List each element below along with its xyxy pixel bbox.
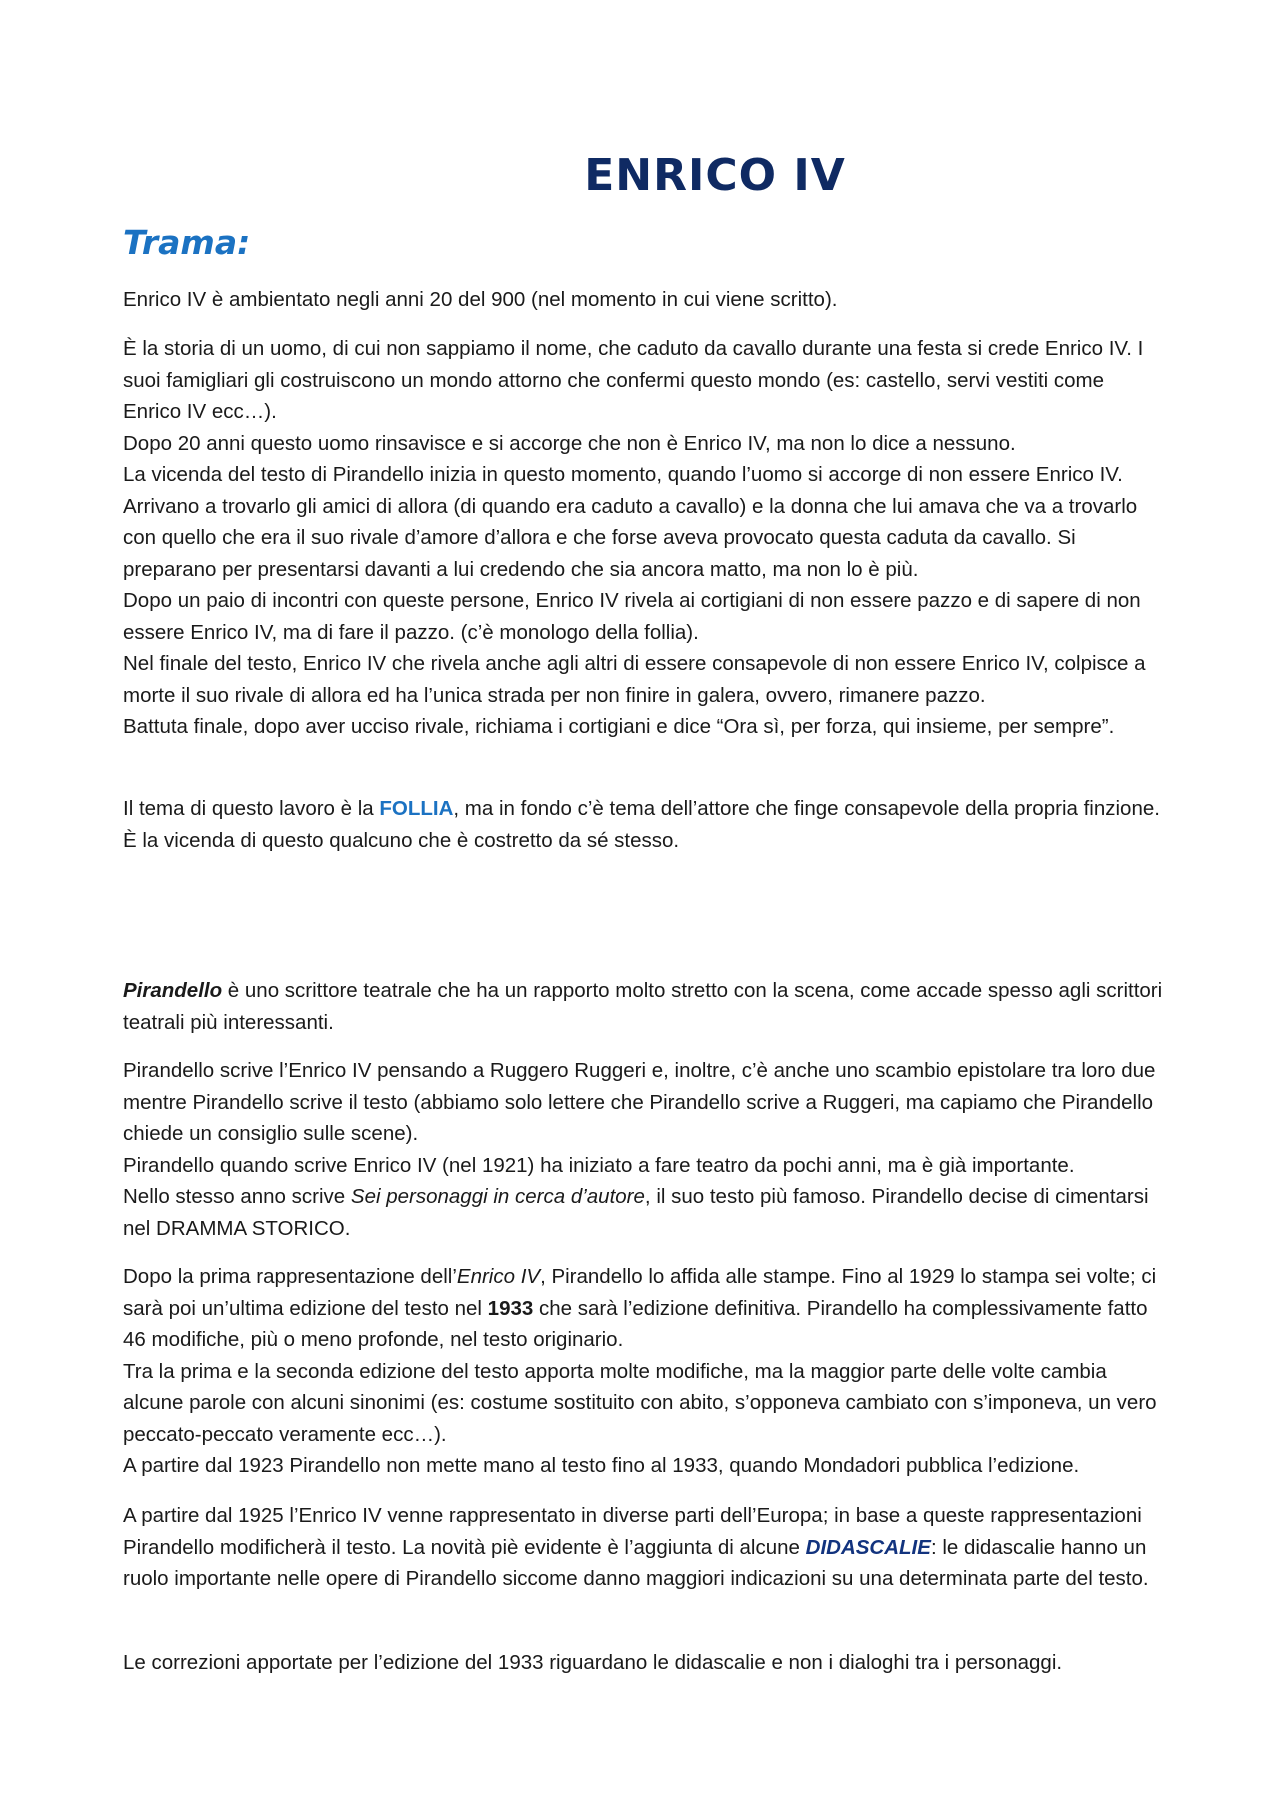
paragraph-setting	[123, 284, 1163, 316]
plot-line: Dopo un paio di incontri con queste persone, Enrico IV rivela ai cortigiani di non essere pazzo e di sapere di non essere Enrico IV, ma di fare il pazzo. (c’è monologo della follia).	[123, 589, 1141, 644]
didascalie-highlight: DIDASCALIE	[805, 1535, 931, 1559]
page-title: ENRICO IV	[584, 150, 846, 201]
paragraph-didascalie	[123, 1500, 1163, 1595]
plot-line: È la storia di un uomo, di cui non sappiamo il nome, che caduto da cavallo durante una festa si crede Enrico IV. I suoi famigliari gli costruiscono un mondo attorno che confermi questo mondo (es: castello, servi vestiti come Enrico IV ecc…).	[123, 337, 1144, 423]
enrico-title-italic: Enrico IV	[456, 1265, 541, 1288]
pirandello-rest: è uno scrittore teatrale che ha un rapporto molto stretto con la scena, come accade spesso agli scrittori teatrali più interessanti.	[123, 979, 1163, 1034]
follia-highlight: FOLLIA	[379, 797, 454, 820]
corrections-text: Le correzioni apportate per l’edizione del 1933 riguardano le didascalie e non i dialoghi tra i personaggi.	[123, 1651, 1063, 1674]
pirandello-text	[123, 975, 1163, 1038]
paragraph-editions	[123, 1261, 1163, 1482]
paragraph-theme	[123, 793, 1163, 856]
sei-personaggi-title: Sei personaggi in cerca d’autore	[350, 1185, 645, 1208]
ruggeri-line: Pirandello scrive l’Enrico IV pensando a Ruggero Ruggeri e, inoltre, c’è anche uno scambio epistolare tra loro due mentre Pirandello scrive il testo (abbiamo solo lettere che Pirandello scrive a Ruggeri, ma capiamo che Pirandello chiede un consiglio sulle scene).	[123, 1059, 1156, 1145]
plot-line: Battuta finale, dopo aver ucciso rivale, richiama i cortigiani e dice “Ora sì, per forza, qui insieme, per sempre”.	[123, 715, 1115, 738]
section-heading-trama: Trama:	[123, 223, 251, 262]
editions-post: che sarà l’edizione definitiva. Pirandello ha complessivamente fatto 46 modifiche, più o meno profonde, nel testo originario.	[123, 1296, 1148, 1351]
editions-mid: , Pirandello lo affida alle stampe. Fino al 1929 lo stampa sei volte; ci sarà poi un’ultima edizione del testo nel	[123, 1265, 1157, 1320]
pirandello-name: Pirandello	[123, 979, 223, 1002]
editions-pre: Dopo la prima rappresentazione dell’	[123, 1265, 457, 1288]
ruggeri-line-post: , il suo testo più famoso. Pirandello decise di cimentarsi nel DRAMMA STORICO.	[123, 1185, 1149, 1240]
didascalie-post: : le didascalie hanno un ruolo importante nelle opere di Pirandello siccome danno maggiori indicazioni su una determinata parte del testo.	[123, 1535, 1149, 1590]
editions-line	[123, 1261, 1163, 1356]
editions-line: A partire dal 1923 Pirandello non mette mano al testo fino al 1933, quando Mondadori pubblica l’edizione.	[123, 1454, 1080, 1477]
plot-line: La vicenda del testo di Pirandello inizia in questo momento, quando l’uomo si accorge di non essere Enrico IV. Arrivano a trovarlo gli amici di allora (di quando era caduto a cavallo) e la donna che lui amava che va a trovarlo con quello che era il suo rivale d’amore d’allora e che forse aveva provocato questa caduta da cavallo. Si preparano per presentarsi davanti a lui credendo che sia ancora matto, ma non lo è più.	[123, 463, 1138, 581]
plot-line: Dopo 20 anni questo uomo rinsavisce e si accorge che non è Enrico IV, ma non lo dice a nessuno.	[123, 431, 1016, 455]
didascalie-text	[123, 1500, 1163, 1595]
ruggeri-line	[123, 1181, 1163, 1244]
theme-text-pre: Il tema di questo lavoro è la	[123, 797, 380, 820]
paragraph-pirandello	[123, 975, 1163, 1038]
paragraph-plot	[123, 333, 1163, 743]
year-1933-bold: 1933	[487, 1296, 534, 1320]
editions-line: Tra la prima e la seconda edizione del testo apporta molte modifiche, ma la maggior parte delle volte cambia alcune parole con alcuni sinonimi (es: costume sostituito con abito, s’opponeva cambiato con s’imponeva, un vero peccato-peccato veramente ecc…).	[123, 1359, 1157, 1446]
theme-text-post: , ma in fondo c’è tema dell’attore che finge consapevole della propria finzione. È la vicenda di questo qualcuno che è costretto da sé stesso.	[123, 797, 1160, 852]
paragraph-ruggeri	[123, 1055, 1163, 1244]
ruggeri-line: Pirandello quando scrive Enrico IV (nel 1921) ha iniziato a fare teatro da pochi anni, ma è già importante.	[123, 1153, 1075, 1177]
ruggeri-line-pre: Nello stesso anno scrive	[123, 1185, 351, 1208]
didascalie-pre: A partire dal 1925 l’Enrico IV venne rappresentato in diverse parti dell’Europa; in base a queste rappresentazioni Pirandello modificherà il testo. La novità piè evidente è l’aggiunta di alcune	[123, 1504, 1142, 1559]
paragraph-corrections	[123, 1647, 1163, 1679]
theme-text	[123, 793, 1163, 856]
paragraph-text: Enrico IV è ambientato negli anni 20 del 900 (nel momento in cui viene scritto).	[123, 288, 838, 311]
plot-line: Nel finale del testo, Enrico IV che rivela anche agli altri di essere consapevole di non essere Enrico IV, colpisce a morte il suo rivale di allora ed ha l’unica strada per non finire in galera, ovvero, rimanere pazzo.	[123, 652, 1146, 707]
